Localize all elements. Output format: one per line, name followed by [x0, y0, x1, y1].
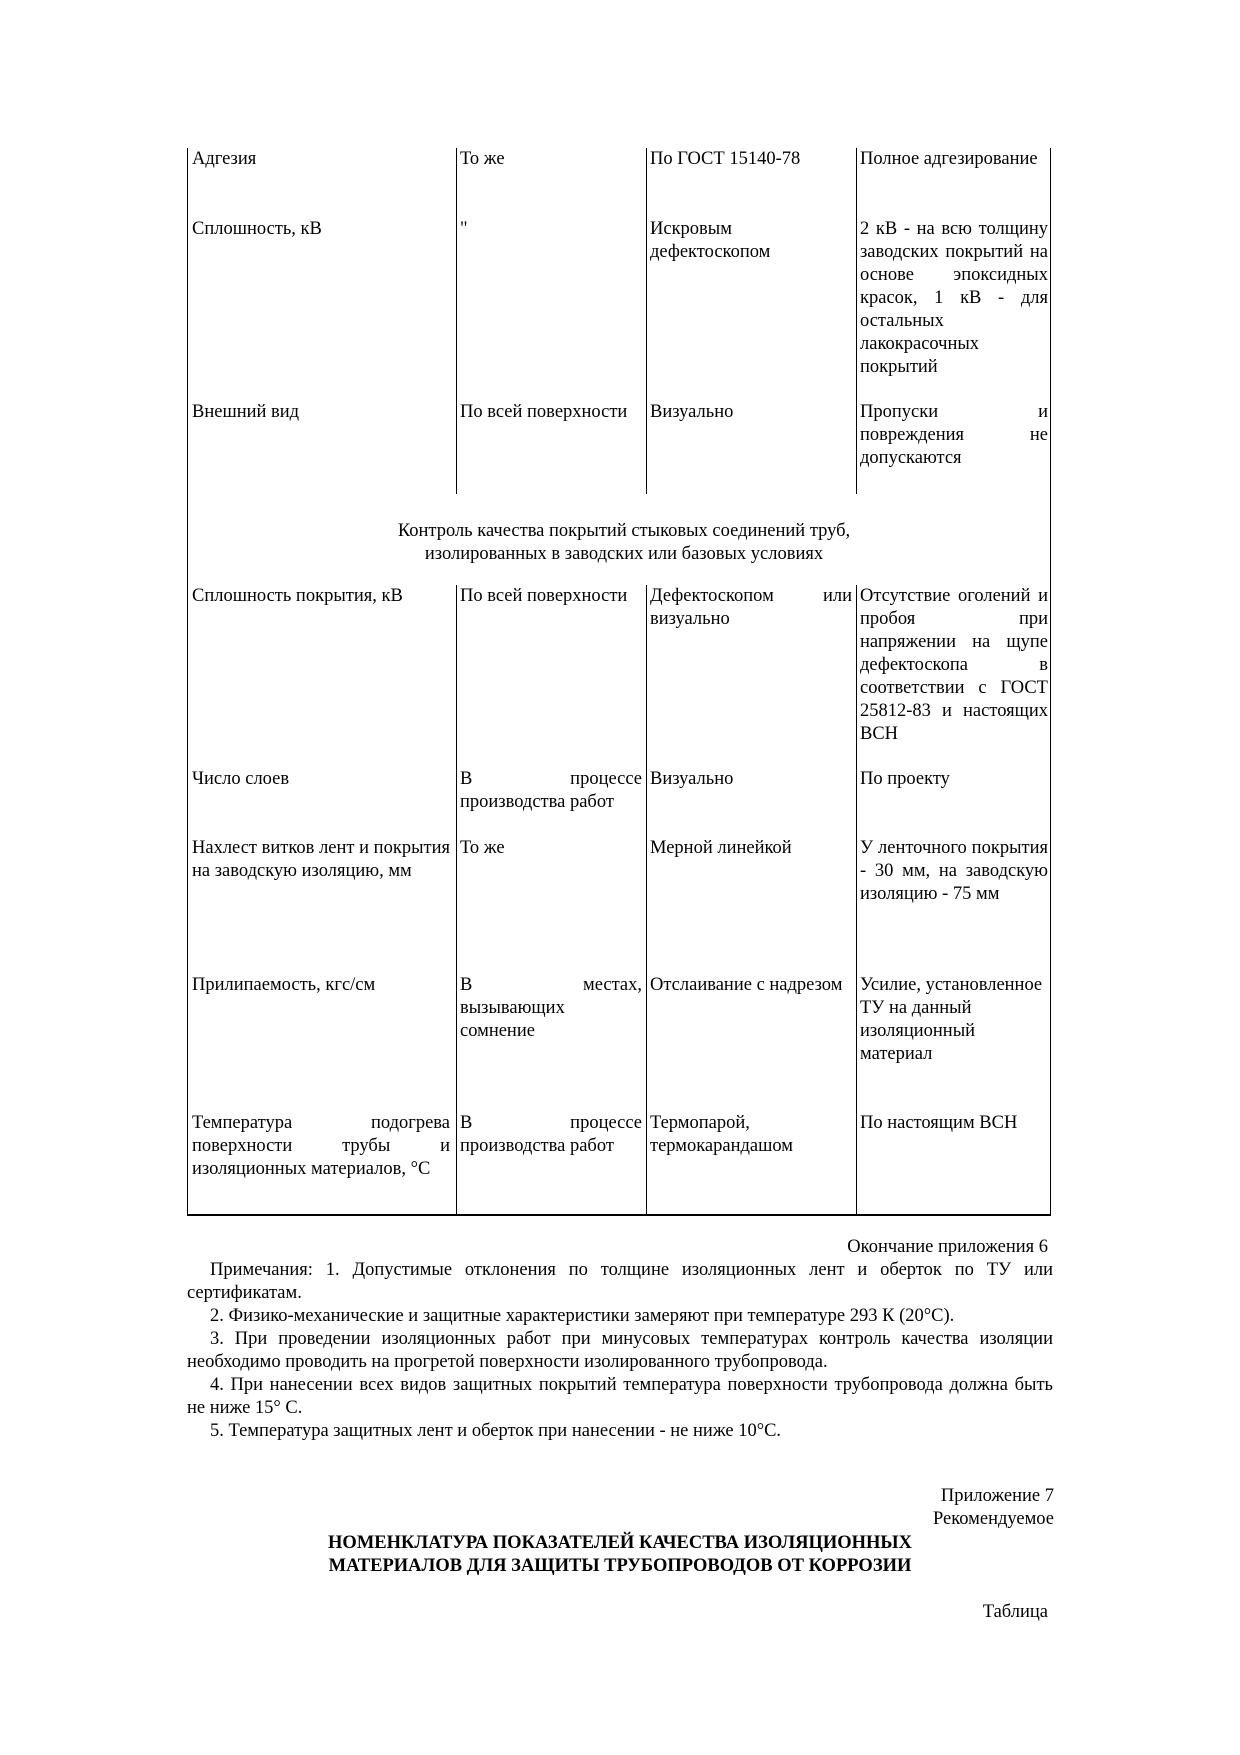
table-cell: По ГОСТ 15140-78 [650, 149, 801, 169]
quality-control-table [187, 148, 1061, 1216]
table-cell: Адгезия [192, 149, 257, 169]
note-paragraph: 5. Температура защитных лент и оберток при нанесении - не ниже 10°С. [210, 1421, 782, 1441]
table-cell: Полное адгезирование [860, 149, 1038, 169]
table-border-left [187, 148, 188, 1216]
table-cell: Сплошность, кВ [192, 219, 322, 239]
table-cell: То же [460, 838, 505, 858]
appendix-header [933, 1485, 1054, 1531]
table-cell: 2 кВ - на всю толщину заводских покрытий на основе эпоксидных красок, 1 кВ - для остальных лакокрасочных покрытий [860, 219, 1048, 377]
note-paragraph: 3. При проведении изоляционных работ при минусовых температурах контроль качества изоляции необходимо проводить на прогретой поверхности изолированного трубопровода. [187, 1329, 1053, 1372]
table-cell: По настоящим ВСН [860, 1113, 1018, 1133]
appendix-number: Приложение 7 [940, 1486, 1054, 1506]
table-cell: Дефектоскопом или визуально [650, 586, 852, 629]
appendix-status: Рекомендуемое [932, 1509, 1054, 1529]
table-cell: Мерной линейкой [650, 838, 792, 858]
note-paragraph: 2. Физико-механические и защитные характеристики замеряют при температуре 293 К (20°С). [210, 1306, 955, 1326]
table-cell: По всей поверхности [460, 586, 628, 606]
appendix-ending-label: Окончание приложения 6 [847, 1237, 1048, 1257]
title-line: МАТЕРИАЛОВ ДЛЯ ЗАЩИТЫ ТРУБОПРОВОДОВ ОТ КОРРОЗИИ [328, 1556, 912, 1576]
table-cell: Сплошность покрытия, кВ [192, 586, 403, 606]
column-divider [646, 585, 647, 1216]
document-title [0, 1532, 1240, 1578]
table-cell: Пропуски и повреждения не допускаются [860, 402, 1048, 468]
section-heading-line: Контроль качества покрытий стыковых соединений труб, [397, 521, 851, 541]
table-cell: По всей поверхности [460, 402, 628, 422]
table-cell: Число слоев [192, 769, 290, 789]
table-cell: Прилипаемость, кгс/см [192, 975, 376, 995]
table-cell: Искровым дефектоскопом [650, 219, 771, 262]
table-cell: То же [460, 149, 505, 169]
table-cell: " [460, 219, 468, 239]
table-cell: По проекту [860, 769, 950, 789]
table-cell: В процессе производства работ [460, 769, 642, 812]
table-cell: В местах, вызывающих сомнение [460, 975, 642, 1041]
table-border-bottom [187, 1214, 1051, 1216]
notes-block [187, 1259, 1053, 1443]
table-cell: Внешний вид [192, 402, 300, 422]
table-cell: Визуально [650, 402, 734, 422]
column-divider [646, 148, 647, 494]
table-cell: Нахлест витков лент и покрытия на заводскую изоляцию, мм [192, 838, 450, 881]
table-cell: Отслаивание с надрезом [650, 975, 843, 995]
table-label: Таблица [982, 1602, 1048, 1622]
table-cell: Термопарой, термокарандашом [650, 1113, 793, 1156]
section-heading [187, 520, 1061, 566]
column-divider [456, 585, 457, 1216]
table-cell: Усилие, установленное ТУ на данный изоляционный материал [860, 975, 1043, 1064]
table-cell: В процессе производства работ [460, 1113, 642, 1156]
table-cell: Отсутствие оголений и пробоя при напряжении на щупе дефектоскопа в соответствии с ГОСТ 25812-83 и настоящих ВСН [860, 586, 1048, 744]
title-line: НОМЕНКЛАТУРА ПОКАЗАТЕЛЕЙ КАЧЕСТВА ИЗОЛЯЦИОННЫХ [328, 1533, 912, 1553]
table-cell: У ленточного покрытия - 30 мм, на заводскую изоляцию - 75 мм [860, 838, 1048, 904]
table-cell: Визуально [650, 769, 734, 789]
table-cell: Температура подогрева поверхности трубы и изоляционных материалов, °С [192, 1113, 450, 1179]
section-heading-line: изолированных в заводских или базовых условиях [424, 544, 824, 564]
column-divider [456, 148, 457, 494]
note-paragraph: Примечания: 1. Допустимые отклонения по толщине изоляционных лент и оберток по ТУ или сертификатам. [187, 1260, 1053, 1303]
table-border-right [1050, 148, 1051, 1216]
column-divider [856, 148, 857, 494]
column-divider [856, 585, 857, 1216]
note-paragraph: 4. При нанесении всех видов защитных покрытий температура поверхности трубопровода должна быть не ниже 15° С. [187, 1375, 1053, 1418]
